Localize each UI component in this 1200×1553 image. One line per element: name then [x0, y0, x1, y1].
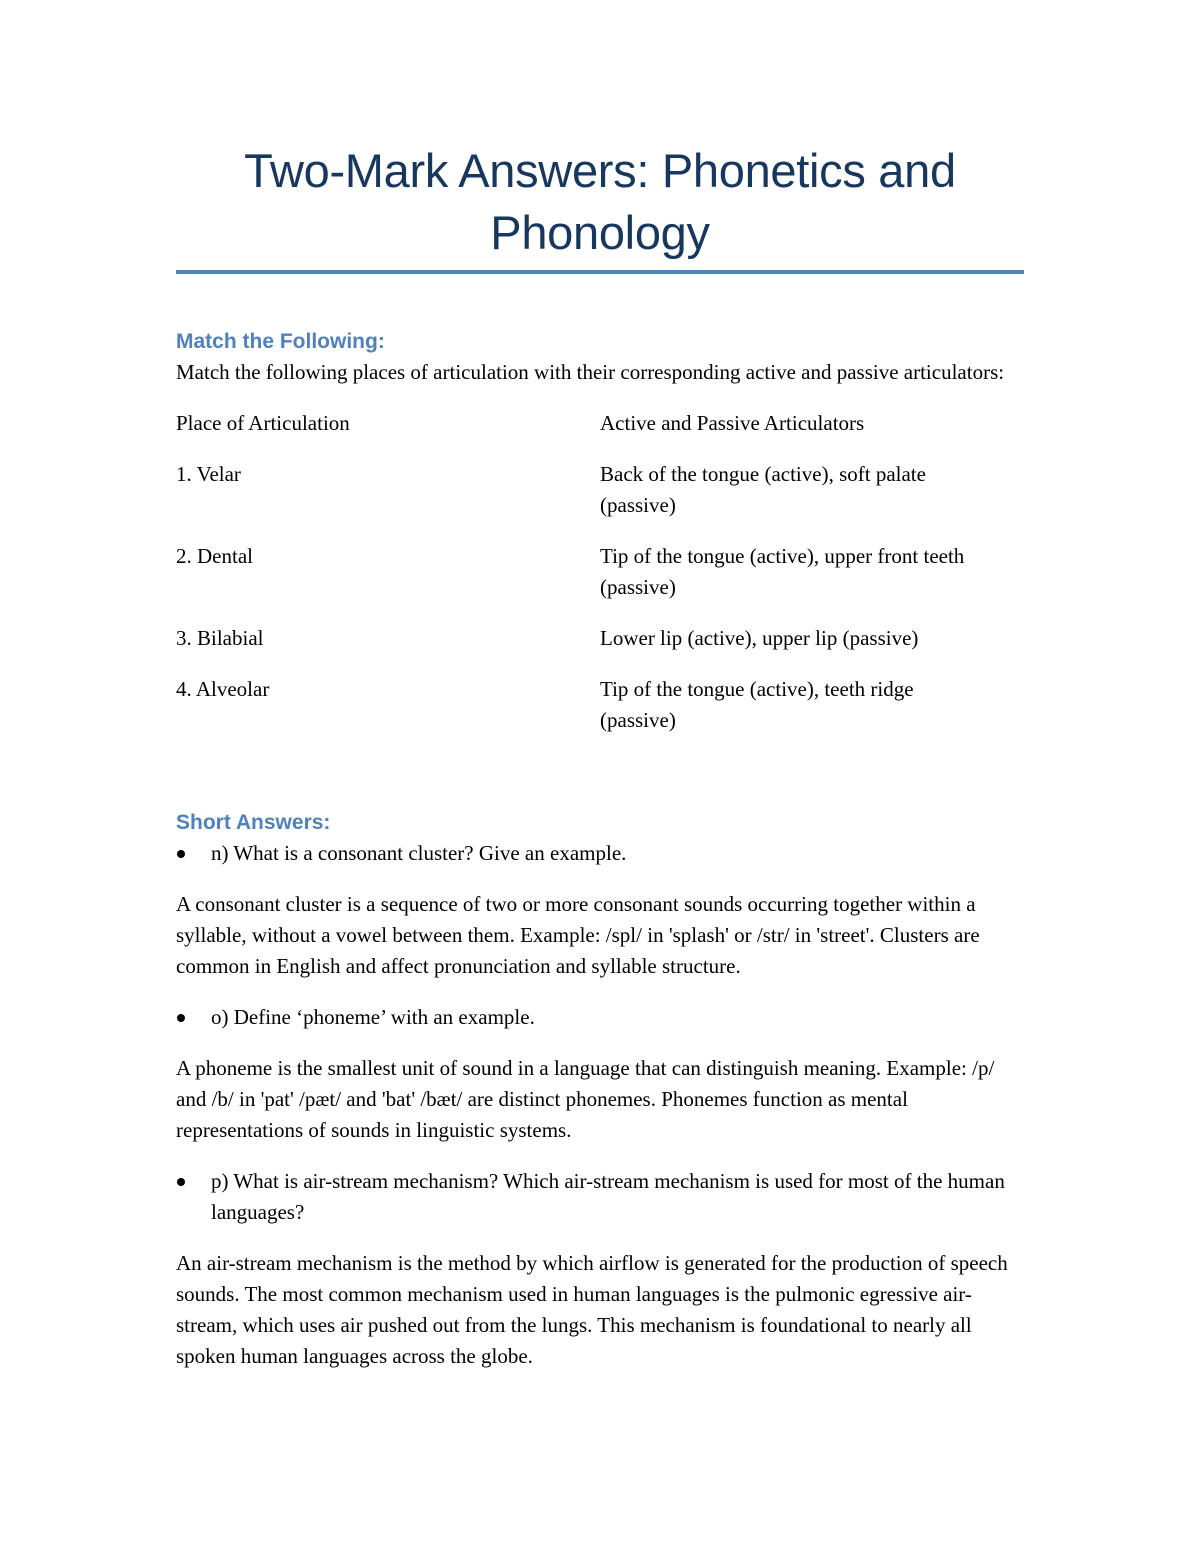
- question-text: o) Define ‘phoneme’ with an example.: [211, 1005, 535, 1029]
- place-cell: 4. Alveolar: [176, 677, 270, 701]
- match-row-alveolar: [176, 674, 1024, 736]
- answer-paragraph: An air-stream mechanism is the method by which airflow is generated for the production of speech sounds. The most common mechanism used in human languages is the pulmonic egressive air-stream, which uses air pushed out from the lungs. This mechanism is foundational to nearly all spoken human languages across the globe.: [176, 1251, 1008, 1368]
- articulators-cell: Back of the tongue (active), soft palate (passive): [600, 462, 926, 517]
- question-item-o: [176, 1002, 1024, 1033]
- question-item-n: [176, 838, 1024, 869]
- match-section-heading: Match the Following:: [176, 330, 385, 353]
- place-cell: 3. Bilabial: [176, 626, 264, 650]
- bullet-icon: [176, 1002, 211, 1033]
- match-section-intro: Match the following places of articulation with their corresponding active and passive articulators:: [176, 360, 1005, 384]
- match-row-velar: [176, 459, 1024, 521]
- document-page: [176, 0, 1024, 1392]
- column-header-articulators: Active and Passive Articulators: [600, 411, 865, 435]
- column-header-place: Place of Articulation: [176, 411, 350, 435]
- place-cell: 1. Velar: [176, 462, 241, 486]
- bullet-icon: [176, 838, 211, 869]
- match-header-row: [176, 408, 1024, 439]
- answer-paragraph: A phoneme is the smallest unit of sound in a language that can distinguish meaning. Example: /p/ and /b/ in 'pat' /pæt/ and 'bat' /bæt/ are distinct phonemes. Phonemes function as mental representations of sounds in linguistic systems.: [176, 1056, 995, 1142]
- place-cell: 2. Dental: [176, 544, 253, 568]
- match-row-bilabial: [176, 623, 1024, 654]
- answer-paragraph: A consonant cluster is a sequence of two or more consonant sounds occurring together within a syllable, without a vowel between them. Example: /spl/ in 'splash' or /str/ in 'street'. Clusters are common in English and affect pronunciation and syllable structure.: [176, 892, 980, 978]
- articulators-cell: Tip of the tongue (active), teeth ridge (passive): [600, 677, 914, 732]
- question-text: p) What is air-stream mechanism? Which air-stream mechanism is used for most of the human languages?: [211, 1169, 1005, 1224]
- bullet-icon: [176, 1166, 211, 1228]
- question-text: n) What is a consonant cluster? Give an example.: [211, 841, 627, 865]
- document-title: Two-Mark Answers: Phonetics and Phonology: [244, 144, 956, 259]
- title-underline-rule: [176, 270, 1024, 274]
- match-row-dental: [176, 541, 1024, 603]
- articulators-cell: Lower lip (active), upper lip (passive): [600, 626, 919, 650]
- question-item-p: [176, 1166, 1024, 1228]
- short-answers-heading: Short Answers:: [176, 811, 331, 834]
- articulators-cell: Tip of the tongue (active), upper front teeth (passive): [600, 544, 965, 599]
